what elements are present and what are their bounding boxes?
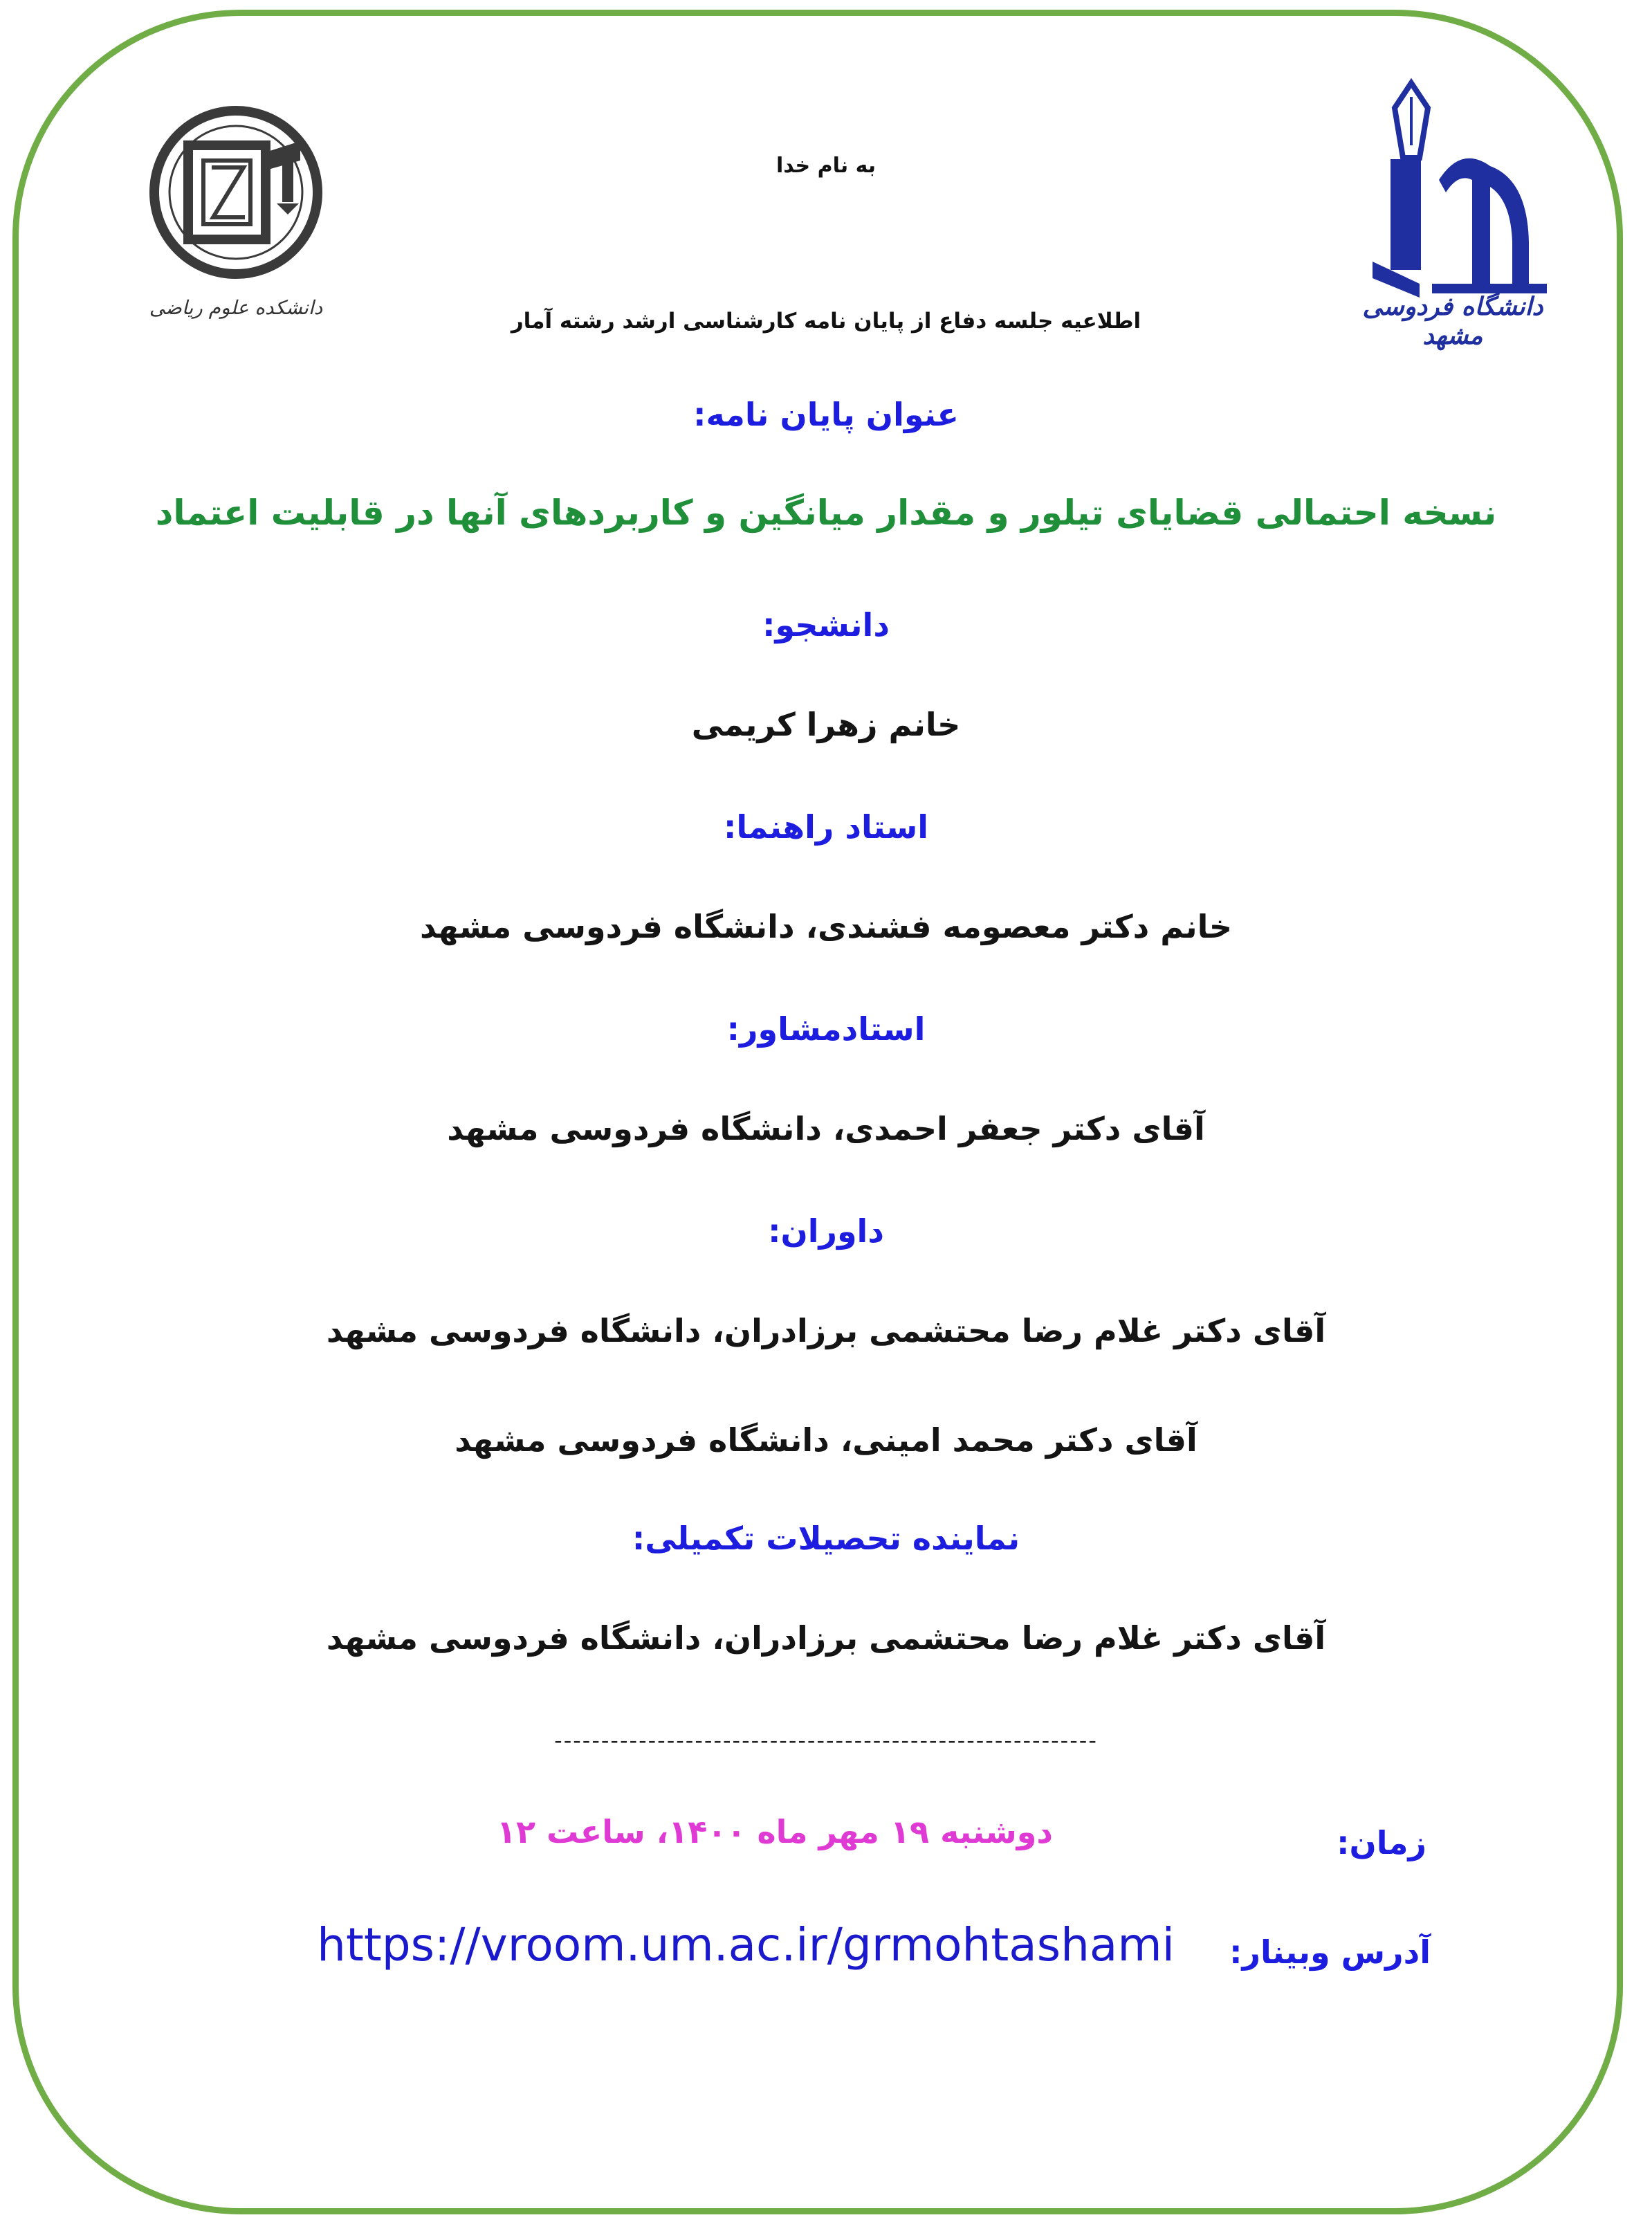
- referees-label: داوران:: [768, 1212, 884, 1250]
- time-value: دوشنبه ۱۹ مهر ماه ۱۴۰۰، ساعت ۱۲: [496, 1813, 1053, 1850]
- thesis-title: نسخه احتمالی قضایای تیلور و مقدار میانگین و کاربردهای آنها در قابلیت اعتماد: [155, 493, 1497, 533]
- time-label: زمان:: [1337, 1824, 1426, 1861]
- faculty-logo-caption: دانشکده علوم ریاضی: [149, 296, 323, 319]
- defense-notice-heading: اطلاعیه جلسه دفاع از پایان نامه کارشناسی ارشد رشته آمار: [511, 309, 1141, 334]
- referee-item: آقای دکتر غلام رضا محتشمی برزادران، دانشگاه فردوسی مشهد: [326, 1312, 1326, 1349]
- representative-label: نماینده تحصیلات تکمیلی:: [632, 1520, 1020, 1557]
- supervisor-label: استاد راهنما:: [723, 808, 929, 846]
- supervisor-name: خانم دکتر معصومه فشندی، دانشگاه فردوسی مشهد: [419, 908, 1233, 945]
- basmala-text: به نام خدا: [775, 154, 877, 178]
- advisor-name: آقای دکتر جعفر احمدی، دانشگاه فردوسی مشهد: [447, 1110, 1205, 1147]
- student-name: خانم زهرا کریمی: [691, 706, 961, 743]
- ferdowsi-university-logo: [1342, 76, 1563, 350]
- ferdowsi-pen-icon: [1342, 76, 1563, 304]
- thesis-title-label: عنوان پایان نامه:: [693, 396, 959, 433]
- webinar-label: آدرس وبینار:: [1229, 1933, 1431, 1971]
- student-label: دانشجو:: [762, 606, 890, 644]
- divider-line: ----------------------------------------------------------: [554, 1727, 1098, 1754]
- ferdowsi-logo-caption: دانشگاه فردوسی مشهد: [1362, 292, 1543, 350]
- webinar-link[interactable]: https://vroom.um.ac.ir/grmohtashami: [317, 1918, 1175, 1972]
- representative-name: آقای دکتر غلام رضا محتشمی برزادران، دانشگاه فردوسی مشهد: [326, 1619, 1326, 1657]
- referee-item: آقای دکتر محمد امینی، دانشگاه فردوسی مشهد: [455, 1421, 1197, 1459]
- advisor-label: استادمشاور:: [726, 1010, 926, 1048]
